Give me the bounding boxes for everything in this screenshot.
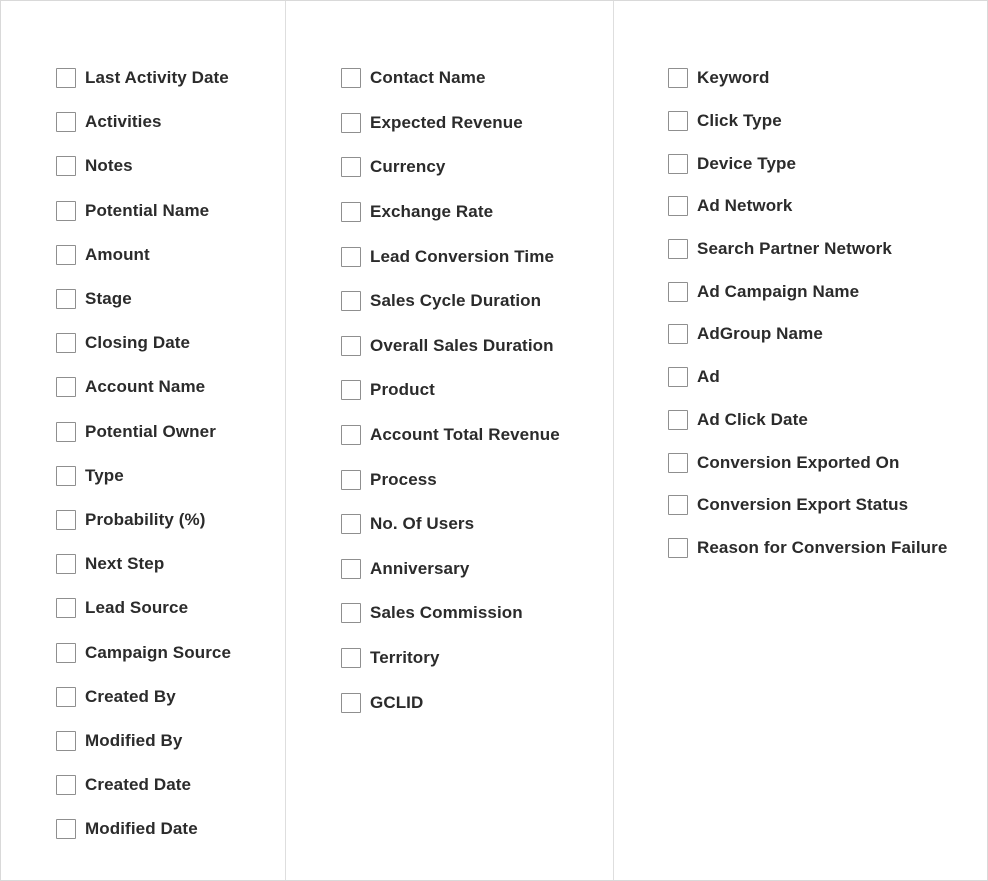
field-option[interactable] <box>56 100 231 144</box>
field-label: GCLID <box>370 692 424 712</box>
field-option[interactable] <box>668 356 947 399</box>
field-checkbox[interactable] <box>668 239 688 259</box>
field-label: Process <box>370 469 437 489</box>
field-checkbox[interactable] <box>341 425 361 445</box>
field-option[interactable] <box>341 502 560 547</box>
field-checkbox[interactable] <box>341 648 361 668</box>
field-list <box>341 56 560 725</box>
field-label: Probability (%) <box>85 509 206 529</box>
field-label: Device Type <box>697 153 797 173</box>
field-checkbox[interactable] <box>56 598 76 618</box>
field-label: Ad Click Date <box>697 409 808 429</box>
field-option[interactable] <box>668 228 947 271</box>
field-option[interactable] <box>341 279 560 324</box>
field-option[interactable] <box>668 399 947 442</box>
field-label: Created Date <box>85 775 192 795</box>
field-checkbox[interactable] <box>668 324 688 344</box>
field-checkbox[interactable] <box>56 643 76 663</box>
field-checkbox[interactable] <box>341 247 361 267</box>
field-label: Sales Commission <box>370 603 523 623</box>
field-option[interactable] <box>668 100 947 143</box>
field-checkbox[interactable] <box>341 514 361 534</box>
field-checkbox[interactable] <box>56 156 76 176</box>
field-option[interactable] <box>56 630 231 674</box>
field-label: Notes <box>85 156 133 176</box>
field-label: Created By <box>85 686 176 706</box>
field-label: Account Total Revenue <box>370 425 560 445</box>
field-checkbox[interactable] <box>56 333 76 353</box>
field-label: AdGroup Name <box>697 324 823 344</box>
field-checkbox[interactable] <box>341 202 361 222</box>
field-label: Lead Conversion Time <box>370 246 555 266</box>
field-label: Account Name <box>85 377 206 397</box>
field-option[interactable] <box>341 636 560 681</box>
field-option[interactable] <box>668 142 947 185</box>
field-label: Sales Cycle Duration <box>370 291 542 311</box>
field-option[interactable] <box>341 56 560 101</box>
field-checkbox[interactable] <box>341 68 361 88</box>
field-option[interactable] <box>341 145 560 190</box>
field-label: Next Step <box>85 554 165 574</box>
field-label: Closing Date <box>85 333 191 353</box>
field-checkbox[interactable] <box>56 245 76 265</box>
field-option[interactable] <box>56 56 231 100</box>
field-checkbox[interactable] <box>668 154 688 174</box>
field-label: Territory <box>370 648 440 668</box>
field-label: Currency <box>370 157 446 177</box>
field-option[interactable] <box>341 234 560 279</box>
field-option[interactable] <box>341 457 560 502</box>
field-checkbox[interactable] <box>56 554 76 574</box>
field-label: Type <box>85 465 124 485</box>
field-checkbox[interactable] <box>341 470 361 490</box>
field-list <box>668 57 947 569</box>
field-option[interactable] <box>56 498 231 542</box>
field-label: Search Partner Network <box>697 239 892 259</box>
field-option[interactable] <box>668 313 947 356</box>
field-option[interactable] <box>668 527 947 570</box>
field-label: Modified By <box>85 730 183 750</box>
field-option[interactable] <box>56 144 231 188</box>
field-checkbox[interactable] <box>341 559 361 579</box>
field-checkbox[interactable] <box>56 819 76 839</box>
field-label: Activities <box>85 112 162 132</box>
field-option[interactable] <box>56 233 231 277</box>
field-label: Ad Network <box>697 196 793 216</box>
field-checkbox[interactable] <box>668 410 688 430</box>
field-option[interactable] <box>56 719 231 763</box>
field-label: Reason for Conversion Failure <box>697 537 948 557</box>
field-option[interactable] <box>56 365 231 409</box>
field-label: Anniversary <box>370 558 470 578</box>
field-option[interactable] <box>341 190 560 235</box>
field-checkbox[interactable] <box>56 775 76 795</box>
field-option[interactable] <box>668 441 947 484</box>
field-checkbox[interactable] <box>56 731 76 751</box>
field-checkbox[interactable] <box>668 111 688 131</box>
field-option[interactable] <box>56 807 231 851</box>
field-option[interactable] <box>341 368 560 413</box>
field-checkbox[interactable] <box>56 289 76 309</box>
field-label: Modified Date <box>85 819 198 839</box>
field-option[interactable] <box>56 763 231 807</box>
field-column-3 <box>614 1 987 880</box>
field-checkbox[interactable] <box>668 196 688 216</box>
field-checkbox[interactable] <box>341 113 361 133</box>
field-option[interactable] <box>668 270 947 313</box>
field-option[interactable] <box>341 101 560 146</box>
field-checkbox[interactable] <box>56 112 76 132</box>
field-checkbox[interactable] <box>341 380 361 400</box>
field-label: Conversion Export Status <box>697 495 909 515</box>
field-option[interactable] <box>341 591 560 636</box>
field-checkbox[interactable] <box>56 377 76 397</box>
field-checkbox[interactable] <box>668 282 688 302</box>
field-checkbox[interactable] <box>341 603 361 623</box>
field-option[interactable] <box>668 185 947 228</box>
field-checkbox[interactable] <box>341 693 361 713</box>
field-checkbox[interactable] <box>668 495 688 515</box>
field-label: Product <box>370 380 435 400</box>
field-label: Overall Sales Duration <box>370 335 554 355</box>
field-label: Lead Source <box>85 598 189 618</box>
field-label: Potential Name <box>85 200 210 220</box>
field-checkbox[interactable] <box>56 201 76 221</box>
field-checkbox[interactable] <box>56 466 76 486</box>
field-checkbox[interactable] <box>56 68 76 88</box>
field-checkbox[interactable] <box>341 157 361 177</box>
field-option[interactable] <box>56 586 231 630</box>
field-option[interactable] <box>341 547 560 592</box>
field-label: Contact Name <box>370 68 486 88</box>
field-list <box>56 56 231 851</box>
field-option[interactable] <box>56 321 231 365</box>
field-label: Ad <box>697 367 720 387</box>
field-checkbox[interactable] <box>56 422 76 442</box>
field-checkbox[interactable] <box>668 538 688 558</box>
field-checkbox[interactable] <box>341 291 361 311</box>
field-column-1 <box>1 1 286 880</box>
field-column-2 <box>286 1 614 880</box>
field-label: Expected Revenue <box>370 112 523 132</box>
field-option[interactable] <box>668 57 947 100</box>
field-checkbox[interactable] <box>56 510 76 530</box>
field-label: Exchange Rate <box>370 202 494 222</box>
field-label: Last Activity Date <box>85 68 229 88</box>
field-label: Potential Owner <box>85 421 216 441</box>
field-checkbox[interactable] <box>668 68 688 88</box>
field-label: Keyword <box>697 68 770 88</box>
field-checkbox[interactable] <box>341 336 361 356</box>
field-label: Conversion Exported On <box>697 452 900 472</box>
field-option[interactable] <box>56 410 231 454</box>
field-checkbox[interactable] <box>668 453 688 473</box>
field-label: Ad Campaign Name <box>697 281 860 301</box>
field-option[interactable] <box>56 189 231 233</box>
field-option[interactable] <box>341 413 560 458</box>
field-checkbox[interactable] <box>56 687 76 707</box>
field-option[interactable] <box>56 454 231 498</box>
field-option[interactable] <box>341 324 560 369</box>
field-checkbox[interactable] <box>668 367 688 387</box>
field-label: Campaign Source <box>85 642 232 662</box>
field-label: Click Type <box>697 111 782 131</box>
field-option[interactable] <box>56 277 231 321</box>
field-option[interactable] <box>56 675 231 719</box>
field-label: Stage <box>85 289 132 309</box>
field-label: Amount <box>85 244 150 264</box>
field-option[interactable] <box>56 542 231 586</box>
field-label: No. Of Users <box>370 514 475 534</box>
field-option[interactable] <box>341 680 560 725</box>
field-option[interactable] <box>668 484 947 527</box>
